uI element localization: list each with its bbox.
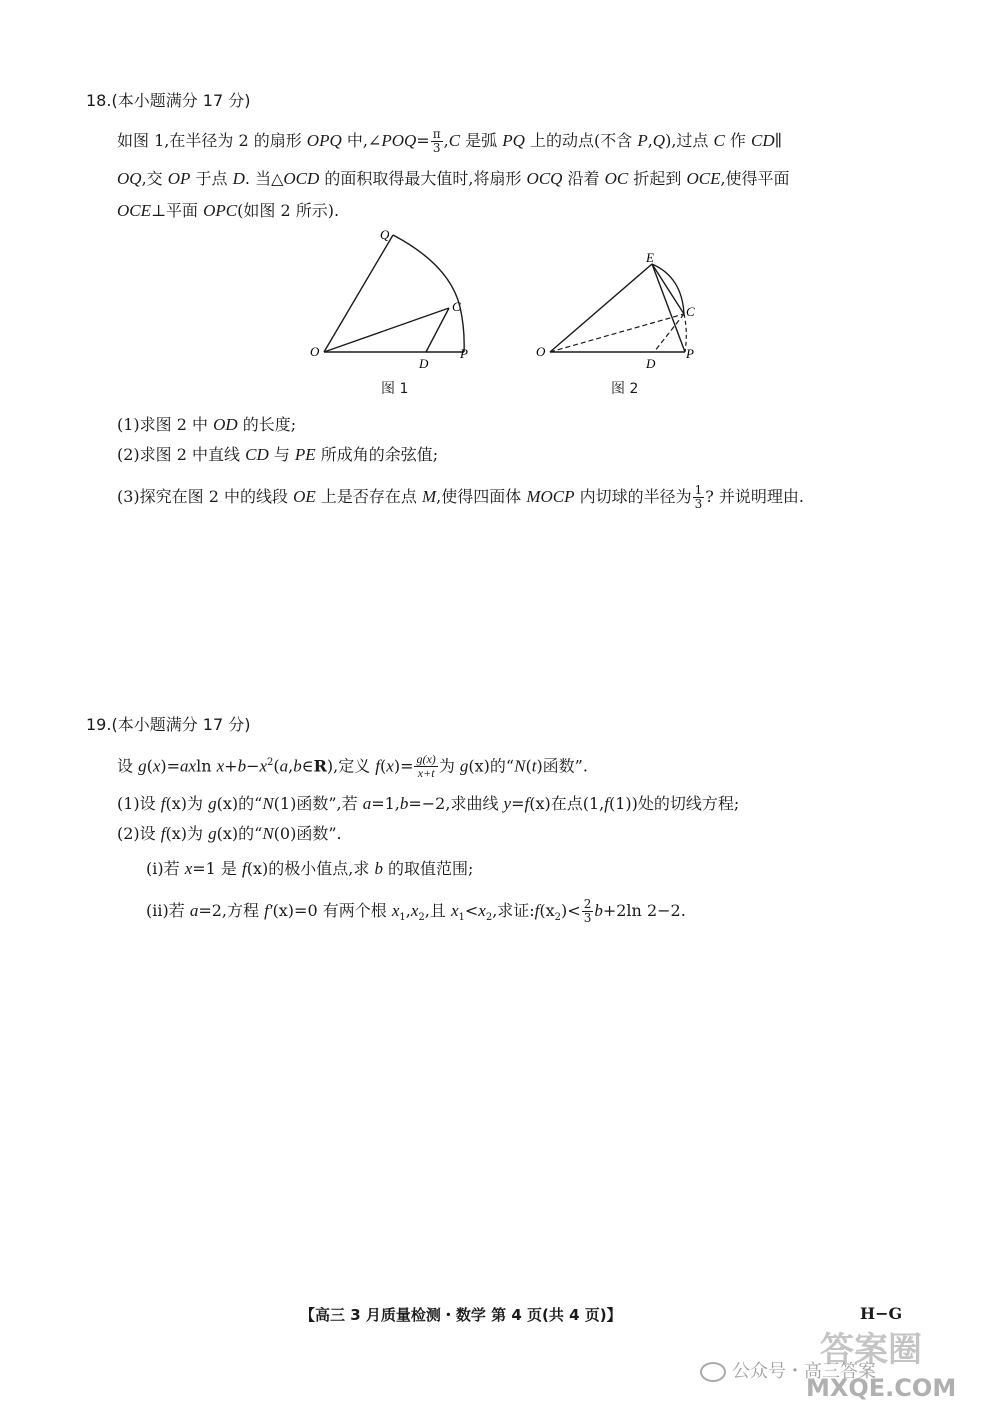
text: )=	[160, 756, 181, 776]
text: ln	[196, 756, 217, 776]
text: (1)函数”,若	[273, 794, 363, 813]
frac-den: x+t	[417, 766, 435, 781]
text: 的取值范围;	[382, 859, 474, 878]
math: b	[237, 756, 247, 776]
text: . 当△	[244, 169, 284, 188]
text: ,	[405, 901, 411, 920]
text: 上的动点(不含	[524, 131, 638, 150]
math: f	[375, 756, 381, 776]
fraction-pi-over-3	[431, 128, 443, 155]
q18-subquestion-1	[117, 414, 296, 436]
text: (2)设	[117, 824, 161, 843]
subscript: 2	[485, 912, 493, 924]
text: =−2,求曲线	[408, 794, 504, 813]
parallel-symbol: ∥	[774, 131, 783, 150]
text: (1)设	[117, 794, 161, 813]
text: ,且	[424, 901, 451, 920]
text: ,交	[141, 169, 168, 188]
q19-subquestion-1	[117, 793, 739, 815]
text: (ⅰ)若	[146, 859, 185, 878]
text: −	[246, 756, 260, 776]
frac-den: 3	[583, 911, 592, 925]
math: x	[259, 756, 268, 776]
text: (	[380, 756, 387, 776]
text: 内切球的半径为	[574, 487, 692, 506]
math: C	[713, 131, 725, 150]
real-set-symbol: R	[313, 756, 327, 776]
text: (x)的“	[216, 794, 263, 813]
label-C: C	[686, 304, 695, 319]
math: M	[421, 487, 437, 506]
text: (3)探究在图 2 中的线段	[117, 487, 294, 506]
math: PE	[294, 445, 316, 464]
figure-2	[532, 252, 712, 374]
text: 的长度;	[237, 415, 297, 434]
text: (x)为	[165, 824, 209, 843]
text: ),过点	[665, 131, 714, 150]
label-D: D	[646, 356, 656, 371]
text: (	[146, 756, 153, 776]
text: (x)=0 有两个根	[272, 901, 392, 920]
page-footer: 【高三 3 月质量检测・数学 第 4 页(共 4 页)】	[300, 1306, 622, 1324]
text: (如图 2 所示).	[237, 201, 340, 220]
math: P	[637, 131, 648, 150]
text: 是弧	[460, 131, 503, 150]
math: f	[604, 794, 609, 813]
math: OP	[167, 169, 191, 188]
math: f	[160, 794, 166, 813]
math: OPC	[203, 201, 238, 220]
text: 中,∠	[341, 131, 382, 150]
math: Q	[652, 131, 666, 150]
text: 设	[117, 756, 139, 776]
math: CD	[751, 131, 775, 150]
figure-1	[300, 225, 490, 375]
math: b	[399, 794, 409, 813]
label-D: D	[419, 356, 429, 371]
text: 上是否存在点	[315, 487, 422, 506]
math: N	[262, 794, 274, 813]
math: g	[138, 756, 147, 776]
text: ,使得四面体	[436, 487, 527, 506]
math: N	[514, 756, 526, 776]
fraction-g-over-x-plus-t	[414, 753, 437, 780]
math: OQ	[117, 169, 142, 188]
label-P: P	[686, 346, 694, 361]
frac-den: 3	[432, 141, 441, 155]
subscript: 2	[418, 912, 425, 924]
math: f	[160, 824, 166, 843]
math: b	[374, 859, 383, 878]
math: y	[503, 794, 512, 813]
text: =	[416, 131, 430, 150]
math: OE	[293, 487, 316, 506]
text: (	[273, 756, 280, 776]
text: +2ln 2−2.	[602, 901, 686, 920]
math: ax	[180, 756, 197, 776]
math: OCQ	[526, 169, 563, 188]
math: x	[450, 901, 459, 920]
text: (x)在点(1,	[529, 794, 605, 813]
text: (2)求图 2 中直线	[117, 445, 246, 464]
math: OPQ	[306, 131, 342, 150]
label-E: E	[646, 252, 654, 265]
text: =2,方程	[198, 901, 265, 920]
text: 与	[268, 445, 295, 464]
paper-code: H−G	[860, 1304, 903, 1323]
math: g	[208, 794, 217, 813]
text: (0)函数”.	[273, 824, 342, 843]
text: <	[464, 901, 479, 920]
label-O: O	[310, 344, 320, 359]
math: N	[262, 824, 274, 843]
math: f′	[264, 901, 273, 920]
wechat-icon	[700, 1362, 726, 1382]
label-C: C	[452, 299, 461, 314]
math: D	[232, 169, 245, 188]
segment-OE	[550, 264, 652, 352]
label-O: O	[536, 344, 546, 359]
subscript: 1	[399, 912, 406, 924]
math: g	[208, 824, 217, 843]
text: (	[525, 756, 532, 776]
watermark-site: MXQE.COM	[806, 1374, 957, 1402]
math: x	[391, 901, 400, 920]
math: MOCP	[526, 487, 575, 506]
math: CD	[245, 445, 269, 464]
frac-num: 2	[583, 897, 592, 911]
text: ),定义	[326, 756, 376, 776]
segment-OC	[324, 308, 449, 352]
math: b	[594, 901, 603, 920]
text: ,求证:	[492, 901, 535, 920]
math: x	[478, 901, 486, 920]
math: OCD	[283, 169, 320, 188]
text: 如图 1,在半径为 2 的扇形	[117, 131, 307, 150]
fraction-two-thirds	[582, 898, 594, 925]
segment-OQ	[324, 235, 393, 352]
math: f	[534, 901, 540, 920]
text: 作	[724, 131, 752, 150]
q18-header: 18.(本小题满分 17 分)	[86, 91, 251, 110]
frac-den: 3	[694, 497, 703, 511]
math: b	[293, 756, 302, 776]
q19-definition-line	[117, 752, 588, 780]
segment-OC-dashed	[550, 314, 684, 352]
text: (1)求图 2 中	[117, 415, 214, 434]
q18-paragraph-line3	[117, 200, 339, 222]
text: (x)的极小值点,求	[246, 859, 375, 878]
math: OC	[604, 169, 629, 188]
math: a	[362, 794, 372, 813]
frac-num: g(x)	[416, 752, 436, 767]
text: (x	[539, 901, 555, 920]
frac-num: π	[432, 127, 441, 141]
text: ,	[647, 131, 653, 150]
q18-paragraph-line2	[117, 168, 790, 190]
text: 为	[438, 756, 460, 776]
text: ,使得平面	[720, 169, 790, 188]
text: (x)的“	[216, 824, 263, 843]
math: f	[524, 794, 530, 813]
math: POQ	[381, 131, 417, 150]
text: (x)为	[165, 794, 209, 813]
text: 所成角的余弦值;	[315, 445, 439, 464]
label-P: P	[460, 346, 468, 361]
text: (ⅱ)若	[146, 901, 190, 920]
subscript: 1	[458, 912, 465, 924]
text: ,	[288, 756, 294, 776]
text: 于点	[190, 169, 233, 188]
q18-paragraph-line1	[117, 128, 782, 155]
text: 的面积取得最大值时,将扇形	[319, 169, 527, 188]
text: =	[511, 794, 525, 813]
text: )=	[393, 756, 414, 776]
text: +	[224, 756, 238, 776]
q19-subquestion-2	[117, 823, 342, 845]
text: ∈	[301, 756, 314, 776]
text: ⊥平面	[151, 201, 204, 220]
math: OD	[213, 415, 238, 434]
superscript: 2	[267, 757, 274, 768]
math: x	[152, 756, 161, 776]
math: PQ	[502, 131, 525, 150]
math: x	[216, 756, 225, 776]
math: x	[410, 901, 419, 920]
figure-1-caption: 图 1	[381, 381, 409, 397]
math: a	[279, 756, 289, 776]
text: ? 并说明理由.	[705, 487, 804, 506]
arc-PQ	[393, 235, 464, 352]
text: )函数”.	[536, 756, 588, 776]
text: =1,	[371, 794, 400, 813]
q18-subquestion-3	[117, 484, 804, 511]
q19-subquestion-2-ii	[146, 898, 686, 929]
text: )<	[561, 901, 581, 920]
subscript: 2	[554, 912, 562, 924]
math: OCE	[686, 169, 721, 188]
text: 沿着	[562, 169, 605, 188]
text: 折起到	[628, 169, 687, 188]
q19-header: 19.(本小题满分 17 分)	[86, 715, 251, 734]
frac-num: 1	[694, 483, 703, 497]
text: (1))处的切线方程;	[608, 794, 740, 813]
watermark-logo: 答案圈	[820, 1330, 922, 1370]
math: f	[242, 859, 247, 878]
text: ,	[443, 131, 449, 150]
label-Q: Q	[380, 227, 390, 242]
fraction-one-third	[693, 484, 705, 511]
watermark-account-text: 公众号・高三答案	[732, 1361, 876, 1382]
text: (x)的“	[468, 756, 515, 776]
math: a	[189, 901, 199, 920]
math: x	[184, 859, 193, 878]
math: C	[448, 131, 461, 150]
math: g	[459, 756, 469, 776]
figure-2-caption: 图 2	[611, 381, 639, 397]
segment-CD-dashed	[654, 314, 684, 352]
text: =1 是	[192, 859, 243, 878]
math: t	[531, 756, 537, 776]
math: x	[386, 756, 394, 776]
math: OCE	[117, 201, 151, 220]
q18-subquestion-2	[117, 444, 438, 466]
q19-subquestion-2-i	[146, 858, 473, 880]
